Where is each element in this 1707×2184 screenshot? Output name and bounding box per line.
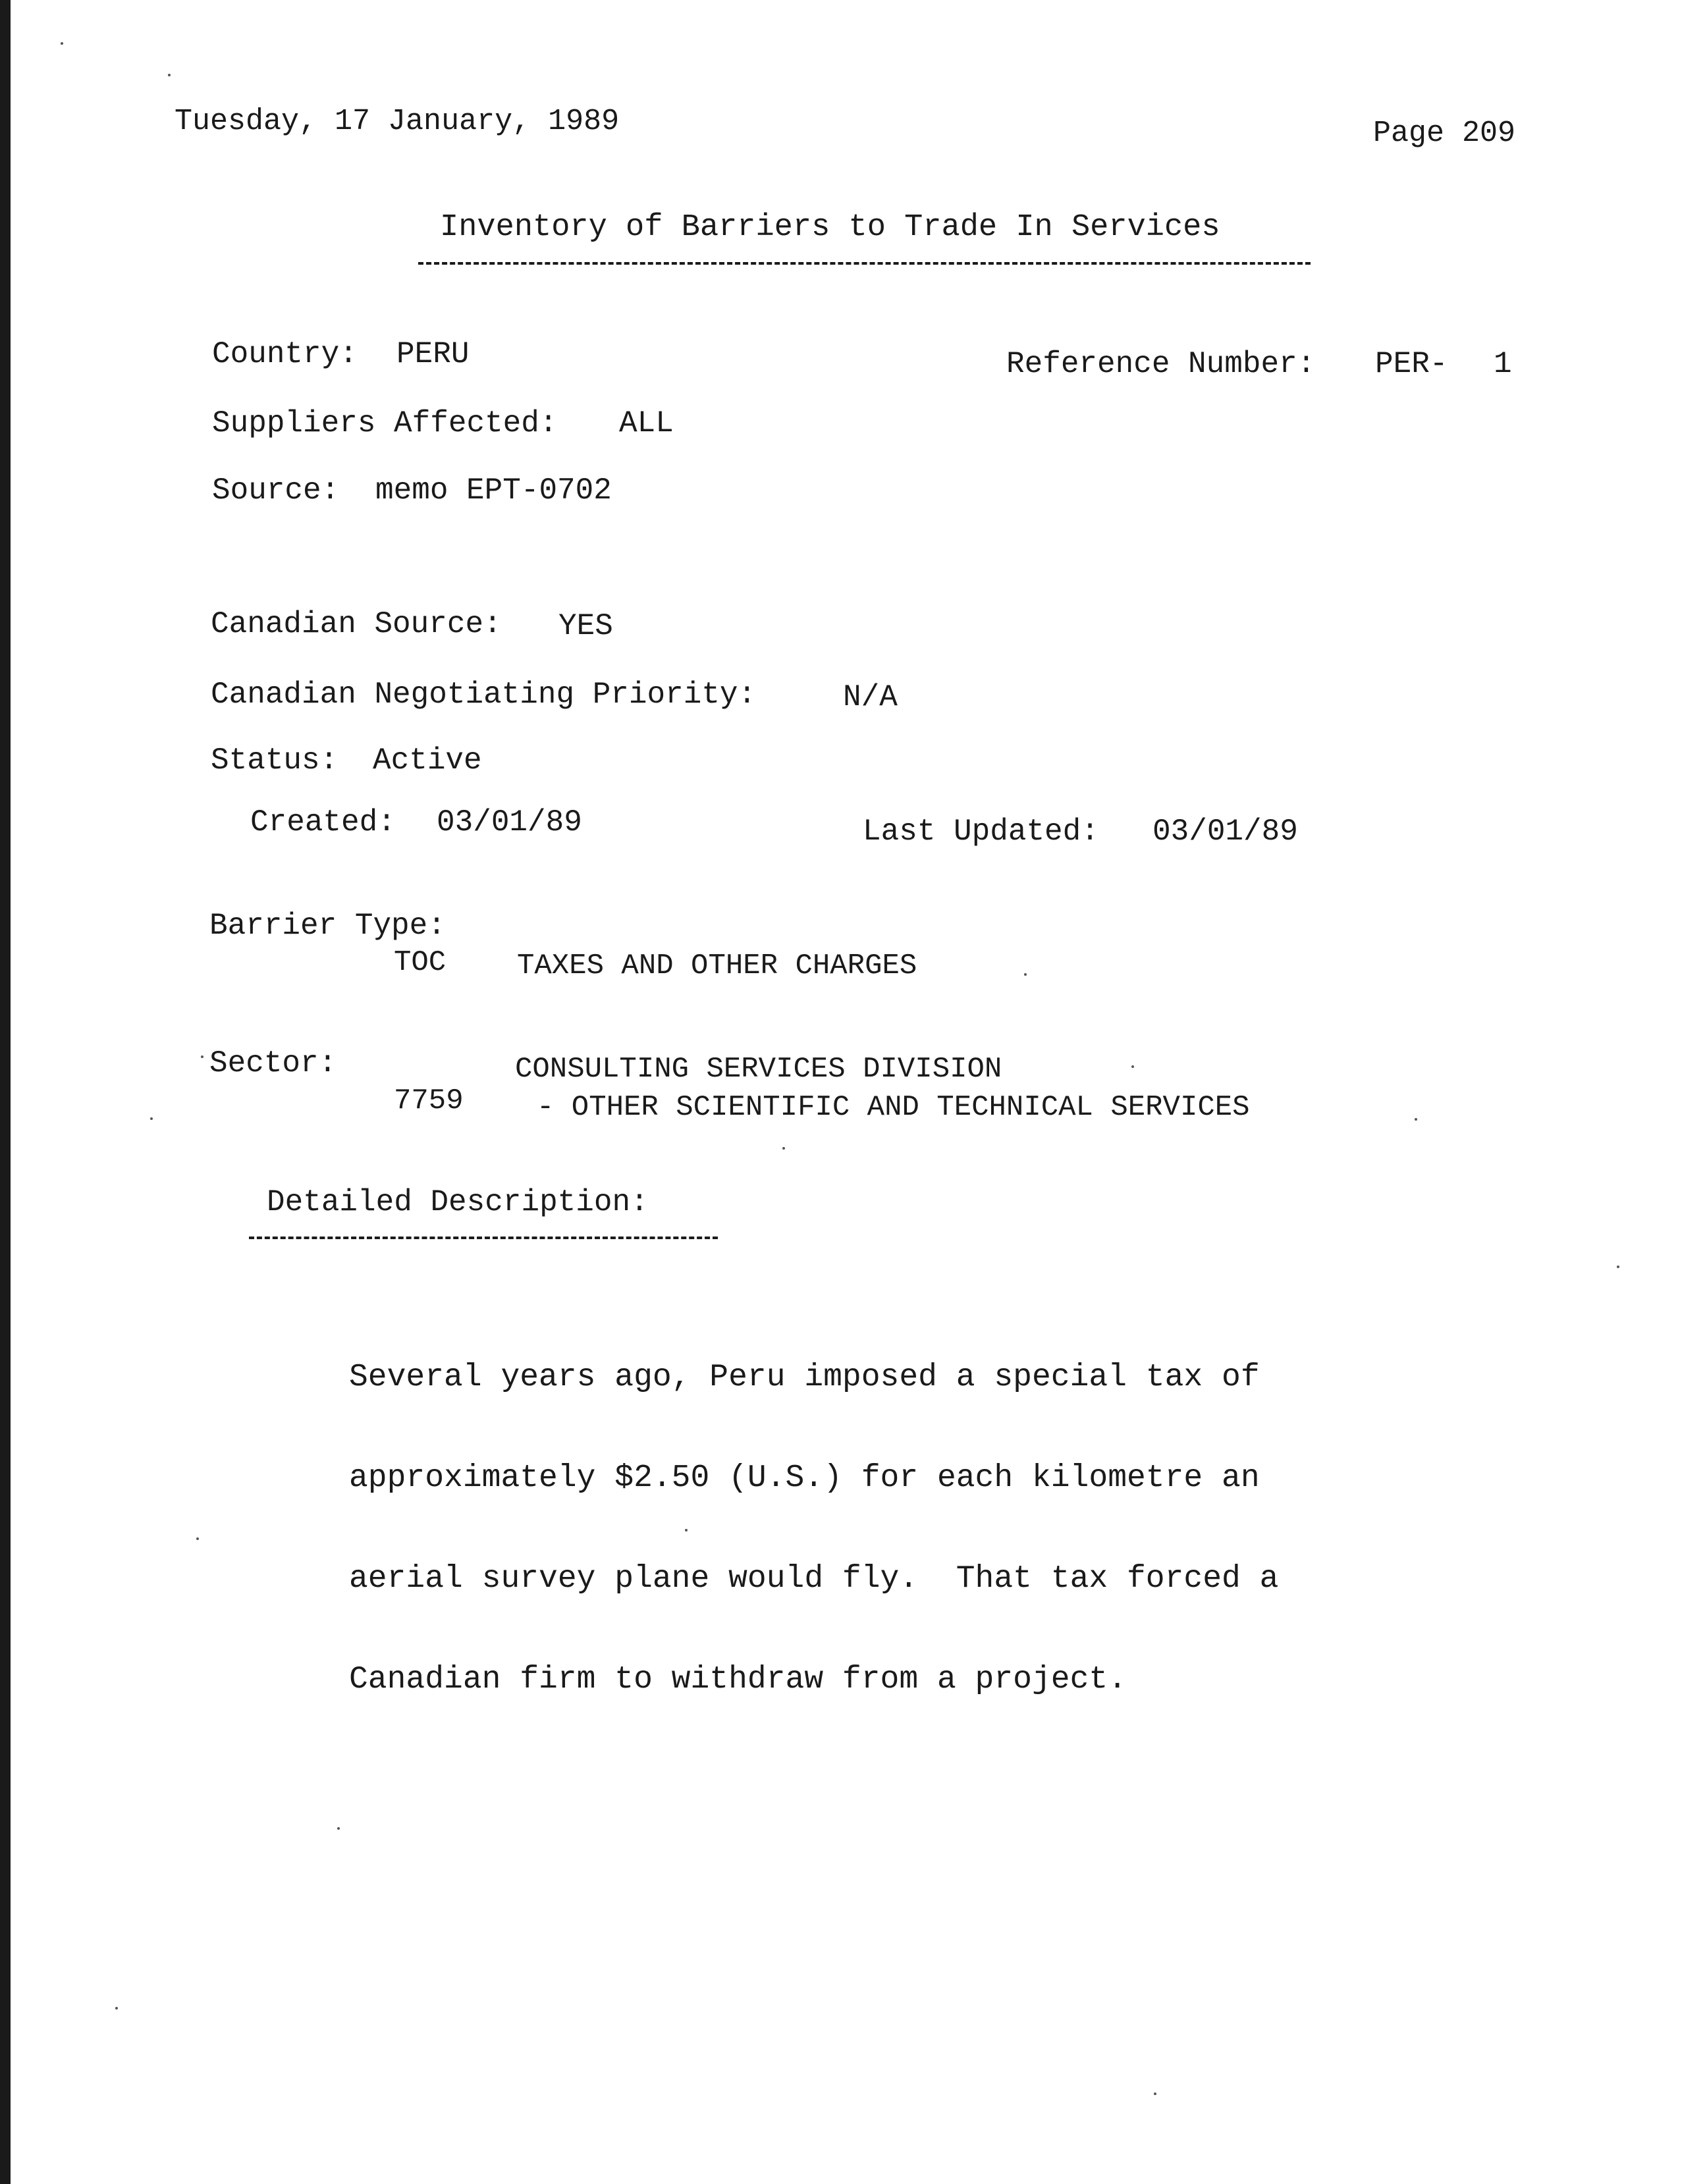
status-value: Active — [373, 743, 482, 778]
canadian-source-label: Canadian Source: — [211, 607, 502, 641]
scan-speck — [1617, 1265, 1619, 1268]
barrier-type-label: Barrier Type: — [209, 909, 446, 943]
source-label: Source: — [212, 473, 340, 508]
description-line: approximately $2.50 (U.S.) for each kilometre an — [349, 1460, 1260, 1496]
title-underline — [418, 262, 1311, 265]
barrier-code: TOC — [394, 946, 447, 979]
page-number: Page 209 — [1373, 117, 1516, 150]
priority-label: Canadian Negotiating Priority: — [211, 678, 757, 712]
status-label: Status: — [211, 743, 339, 778]
scan-speck — [150, 1117, 153, 1120]
scan-speck — [1131, 1065, 1134, 1068]
created-value: 03/01/89 — [437, 805, 582, 839]
scan-speck — [1415, 1118, 1417, 1121]
document-title: Inventory of Barriers to Trade In Services — [440, 210, 1220, 245]
priority-value: N/A — [843, 680, 898, 714]
header-date: Tuesday, 17 January, 1989 — [175, 105, 620, 138]
description-line: Canadian firm to withdraw from a project. — [349, 1662, 1127, 1697]
reference-label: Reference Number: — [1006, 347, 1316, 381]
scan-speck — [782, 1147, 785, 1150]
country-value: PERU — [396, 337, 470, 371]
source-value: memo EPT-0702 — [375, 473, 612, 508]
scan-edge — [0, 0, 11, 2184]
description-body — [349, 1294, 1278, 1764]
country-label: Country: — [212, 337, 358, 371]
description-line: Several years ago, Peru imposed a special tax of — [349, 1360, 1260, 1395]
scan-speck — [196, 1537, 199, 1540]
sector-code: 7759 — [394, 1084, 464, 1117]
scan-speck — [168, 74, 171, 76]
canadian-source-value: YES — [558, 609, 613, 643]
description-line: aerial survey plane would fly. That tax forced a — [349, 1561, 1279, 1597]
suppliers-value: ALL — [619, 406, 674, 440]
scan-speck — [61, 42, 63, 45]
heading-underline — [249, 1237, 718, 1239]
scan-speck — [1154, 2092, 1156, 2095]
sector-division: CONSULTING SERVICES DIVISION — [515, 1053, 1002, 1086]
scan-speck — [685, 1529, 688, 1531]
suppliers-label: Suppliers Affected: — [212, 406, 558, 440]
barrier-description: TAXES AND OTHER CHARGES — [517, 949, 917, 982]
updated-label: Last Updated: — [863, 814, 1099, 849]
scan-speck — [1024, 973, 1027, 976]
detailed-description-heading: Detailed Description: — [267, 1185, 649, 1219]
scan-speck — [115, 2007, 118, 2010]
updated-value: 03/01/89 — [1152, 814, 1298, 849]
reference-prefix: PER- — [1375, 347, 1448, 381]
sector-label: Sector: — [209, 1046, 337, 1080]
reference-number: 1 — [1494, 347, 1512, 381]
sector-description: - OTHER SCIENTIFIC AND TECHNICAL SERVICES — [537, 1091, 1250, 1124]
scan-speck — [201, 1055, 203, 1058]
scan-speck — [337, 1827, 340, 1830]
created-label: Created: — [250, 805, 396, 839]
